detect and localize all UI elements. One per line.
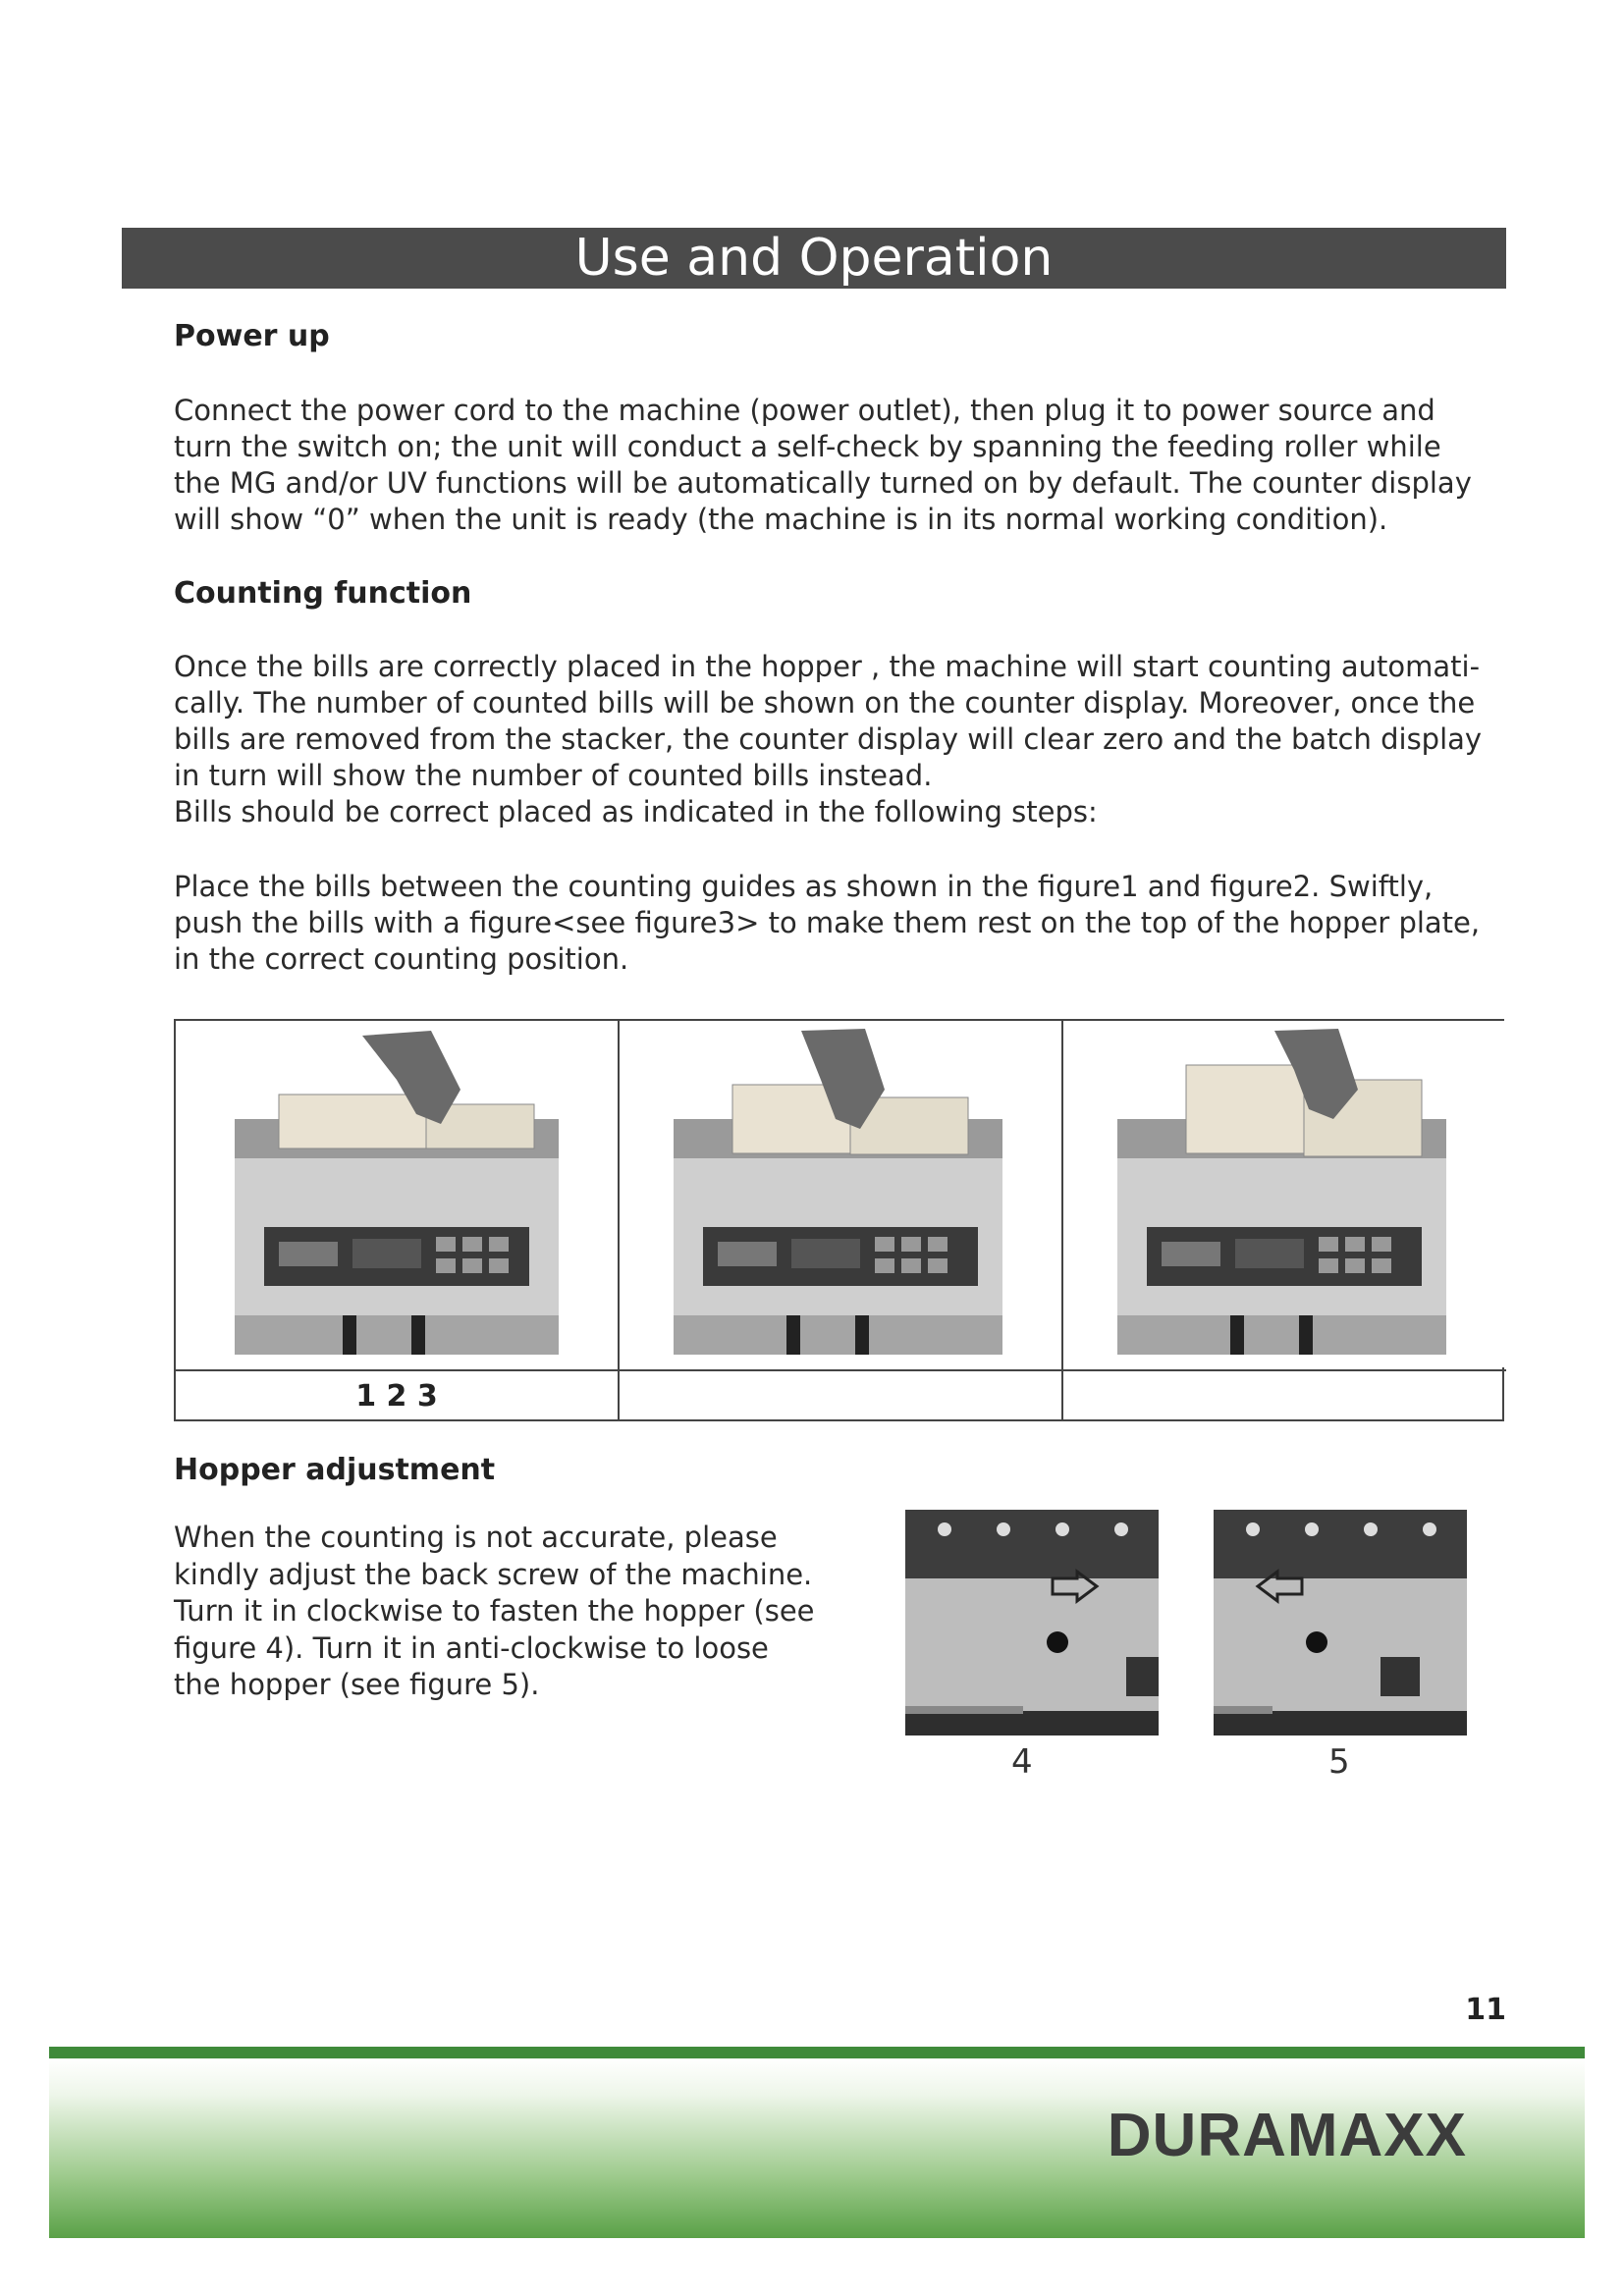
page-number: 11 (1465, 1993, 1506, 2027)
text-line: Connect the power cord to the machine (power outlet), then plug it to power source and (174, 394, 1435, 427)
text-line: will show “0” when the unit is ready (the machine is in its normal working condition). (174, 503, 1388, 536)
text-line: bills are removed from the stacker, the counter display will clear zero and the batch display (174, 722, 1483, 756)
power-up-paragraph (174, 393, 1524, 538)
text-line: push the bills with a figure<see figure3> to make them rest on the top of the hopper plate, (174, 906, 1481, 939)
text-line: Turn it in clockwise to fasten the hopper (see (174, 1594, 815, 1628)
power-up-heading: Power up (174, 319, 330, 353)
text-line: turn the switch on; the unit will conduct a self-check by spanning the feeding roller while (174, 430, 1441, 463)
text-line: cally. The number of counted bills will be shown on the counter display. Moreover, once the (174, 686, 1476, 720)
figure-2-cell (620, 1021, 1063, 1369)
figure-5-label: 5 (1328, 1742, 1350, 1782)
counting-heading: Counting function (174, 576, 472, 611)
hopper-paragraph (174, 1520, 891, 1704)
figure-1-image (176, 1021, 618, 1367)
section-title: Use and Operation (574, 229, 1054, 288)
figure-3-cell (1063, 1021, 1506, 1369)
figure-1-cell (176, 1021, 620, 1369)
footer-divider (49, 2047, 1585, 2058)
text-line: in the correct counting position. (174, 942, 629, 976)
figure-2-image (620, 1021, 1061, 1367)
figure-5-image (1214, 1510, 1467, 1735)
figure-table (174, 1019, 1504, 1421)
figure-caption: 1 2 3 (176, 1369, 620, 1419)
figure-3-image (1063, 1021, 1504, 1367)
text-line: figure 4). Turn it in anti-clockwise to loose (174, 1630, 769, 1665)
text-line: the MG and/or UV functions will be automatically turned on by default. The counter display (174, 466, 1472, 500)
section-title-bar (122, 228, 1506, 289)
placement-paragraph (174, 869, 1524, 978)
text-line: Bills should be correct placed as indicated in the following steps: (174, 795, 1098, 828)
figure-4-label: 4 (1011, 1742, 1033, 1782)
brand-logo: DURAMAXX (1107, 2102, 1467, 2169)
figure-4-image (905, 1510, 1159, 1735)
text-line: in turn will show the number of counted bills instead. (174, 759, 933, 792)
empty-caption-cell (1063, 1369, 1506, 1419)
text-line: Place the bills between the counting guides as shown in the figure1 and figure2. Swiftly, (174, 870, 1434, 903)
hopper-heading: Hopper adjustment (174, 1453, 496, 1487)
empty-caption-cell (620, 1369, 1063, 1419)
counting-paragraph (174, 649, 1524, 830)
text-line: kindly adjust the back screw of the machine. (174, 1557, 813, 1591)
text-line: Once the bills are correctly placed in the hopper , the machine will start counting automati- (174, 650, 1481, 683)
text-line: the hopper (see figure 5). (174, 1668, 540, 1701)
text-line: When the counting is not accurate, please (174, 1521, 778, 1554)
